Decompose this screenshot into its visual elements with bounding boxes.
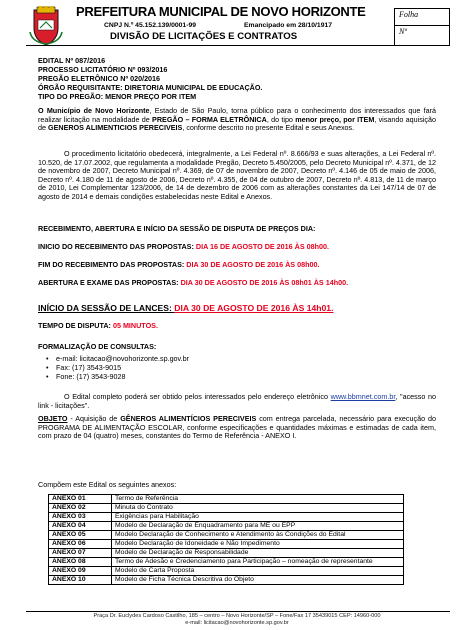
annex-description: Modelo de Declaração de Responsabilidade	[112, 549, 404, 558]
header-cnpj: CNPJ N.º 45.152.139/0001-99	[104, 22, 197, 29]
fim-recebimento	[38, 261, 436, 270]
consultas-heading: FORMALIZAÇÃO DE CONSULTAS:	[38, 342, 157, 351]
municipal-crest-icon	[28, 6, 64, 46]
annex-row	[49, 495, 404, 504]
annex-row	[49, 531, 404, 540]
annex-code: ANEXO 06	[49, 540, 112, 549]
annex-description: Modelo Declaração de Conhecimento e Atendimento às Condições do Edital	[112, 531, 404, 540]
annex-row	[49, 540, 404, 549]
fim-label: FIM DO RECEBIMENTO DAS PROPOSTAS:	[38, 260, 187, 269]
fim-value: DIA 30 DE AGOSTO DE 2016 ÀS 08h00.	[186, 260, 320, 269]
annex-row	[49, 567, 404, 576]
annex-code: ANEXO 09	[49, 567, 112, 576]
header-divider	[26, 45, 450, 46]
folha-stamp-box	[394, 8, 450, 46]
annex-code: ANEXO 08	[49, 558, 112, 567]
folha-label: Folha	[395, 9, 449, 26]
intro-text-3: , visando aquisição de	[38, 114, 436, 133]
intro-text-2: , do tipo	[266, 114, 296, 124]
tipo-pregao: TIPO DO PREGÃO: MENOR PREÇO POR ITEM	[38, 92, 197, 101]
footer-divider	[26, 611, 450, 612]
inicio-lances	[38, 303, 436, 313]
tempo-disputa	[38, 322, 436, 331]
footer-email: e-mail: licitacao@novohorizonte.sp.gov.br	[185, 620, 289, 626]
inicio-label: INICIO DO RECEBIMENTO DAS PROPOSTAS:	[38, 242, 196, 251]
intro-modalidade: PREGÃO – FORMA ELETRÔNICA	[152, 114, 267, 124]
edital-text-2: , "acesso no link - licitações".	[38, 392, 437, 410]
abertura-propostas	[38, 279, 378, 288]
annex-code: ANEXO 05	[49, 531, 112, 540]
annex-description: Termo de Referência	[112, 495, 404, 504]
header-emancipation: Emancipado em 28/10/1917	[244, 22, 333, 29]
annex-row	[49, 558, 404, 567]
annex-row	[49, 549, 404, 558]
processo-number: PROCESSO LICITATÓRIO Nº 093/2016	[38, 65, 168, 74]
annex-description: Termo de Adesão e Credenciamento para Participação – nomeação de representante	[112, 558, 404, 567]
annexes-intro: Compõem este Edital os seguintes anexos:	[38, 480, 177, 489]
header-division: DIVISÃO DE LICITAÇÕES E CONTRATOS	[110, 31, 298, 42]
objeto-paragraph	[38, 415, 436, 441]
annex-description: Modelo Declaração de Idoneidade e Não Impedimento	[112, 540, 404, 549]
annex-code: ANEXO 01	[49, 495, 112, 504]
annex-code: ANEXO 02	[49, 504, 112, 513]
objeto-label: OBJETO	[38, 414, 68, 423]
annex-description: Modelo de Carta Proposta	[112, 567, 404, 576]
intro-tipo: menor preço, por ITEM	[295, 114, 375, 124]
annex-description: Minuta do Contrato	[112, 504, 404, 513]
lances-value: DIA 30 DE AGOSTO DE 2016 ÀS 14h01.	[174, 303, 334, 313]
annex-code: ANEXO 10	[49, 576, 112, 585]
intro-municipio: O Município de Novo Horizonte	[38, 106, 150, 115]
numero-label: Nº	[399, 27, 407, 36]
objeto-text-2: com entrega parcelada, necessário para execução do PROGRAMA DE ALIMENTAÇÃO ESCOLAR, conforme especificações e quantidades máximas e estimadas de cada item, com prazo de 04 (quatro) meses, constantes do Termo de Referência - ANEXO I.	[38, 414, 437, 441]
annex-row	[49, 504, 404, 513]
procedure-paragraph: O procedimento licitatório obedecerá, integralmente, a Lei Federal nº. 8.666/93 e suas alterações, a Lei Federal nº. 10.520, de 17.07.2002, que regulamenta a modalidade Pregão, Decreto 5.450/2005, pelo Decreto Municipal nº. 4.371, de 12 de novembro de 2007, Decreto Municipal nº. 4.369, de 07 de novembro de 2007, Decreto nº. 4.146 de 05 de maio de 2006, Decreto nº. 4.180 de 11 de agosto de 2006, Decreto nº. 4.355, de 04 de outubro de 2007, Decreto nº. 4.813, de 11 de março de 2010, Lei Complementar 123/2006, de 14 de dezembro de 2006 com as alterações constantes da Lei 147/14 de 07 de agosto de 2014 e demais condições estabelecidas neste Edital e Anexos.	[38, 149, 436, 201]
bbmnet-link[interactable]: www.bbmnet.com.br	[330, 392, 396, 401]
annex-description: Modelo de Declaração de Enquadramento para ME ou EPP	[112, 522, 404, 531]
annex-code: ANEXO 07	[49, 549, 112, 558]
annex-row	[49, 576, 404, 585]
tempo-label: TEMPO DE DISPUTA:	[38, 321, 113, 330]
intro-text-1: , Estado de São Paulo, torna público para o conhecimento dos interessados que fará realizar licitação na modalidade de	[38, 106, 436, 124]
intro-objeto: GENEROS ALIMENTICIOS PERECIVEIS	[48, 123, 183, 133]
header-title: PREFEITURA MUNICIPAL DE NOVO HORIZONTE	[76, 4, 366, 19]
edital-number: EDITAL Nº 087/2016	[38, 56, 106, 65]
orgao-requisitante: ÓRGÃO REQUISITANTE: DIRETORIA MUNICIPAL DE EDUCAÇÃO.	[38, 83, 263, 92]
annex-code: ANEXO 04	[49, 522, 112, 531]
contact-email: • e-mail: licitacao@novohorizonte.sp.gov.br	[56, 354, 189, 363]
annex-description: Exigências para Habilitação	[112, 513, 404, 522]
annexes-table	[48, 494, 404, 585]
consultas-list	[38, 354, 189, 381]
contact-phone: • Fone: (17) 3543-9028	[56, 372, 189, 381]
objeto-genero: GÊNEROS ALIMENTÍCIOS PERECIVEIS	[120, 414, 257, 423]
pregao-number: PREGÃO ELETRÔNICO Nº 020/2016	[38, 74, 161, 83]
annex-row	[49, 513, 404, 522]
edital-paragraph	[38, 393, 436, 410]
edital-text-1: O Edital completo poderá ser obtido pelos interessados pelo endereço eletrônico	[64, 392, 331, 401]
abertura-value: DIA 30 DE AGOSTO DE 2016 ÀS 08h01 ÀS 14h00.	[180, 278, 349, 287]
contact-fax: • Fax: (17) 3543-9015	[56, 363, 189, 372]
annex-row	[49, 522, 404, 531]
objeto-text-1: - Aquisição de	[67, 414, 121, 423]
intro-text-4: , conforme descrito no presente Edital e seus Anexos.	[182, 123, 355, 133]
tempo-value: 05 MINUTOS.	[112, 321, 158, 330]
footer-address: Praça Dr. Euclydes Cardoso Castilho, 185 – centro – Novo Horizonte/SP – Fone/Fax 17 35439015 CEP: 14960-000	[93, 613, 381, 619]
intro-paragraph	[38, 107, 436, 133]
schedule-heading: RECEBIMENTO, ABERTURA E INÍCIO DA SESSÃO DE DISPUTA DE PREÇOS DIA:	[38, 224, 316, 233]
inicio-value: DIA 16 DE AGOSTO DE 2016 ÀS 08h00.	[195, 242, 330, 251]
abertura-label: ABERTURA E EXAME DAS PROPOSTAS:	[38, 278, 181, 287]
lances-label: INÍCIO DA SESSÃO DE LANCES:	[38, 303, 175, 313]
annex-description: Modelo de Ficha Técnica Descritiva do Objeto	[112, 576, 404, 585]
annex-code: ANEXO 03	[49, 513, 112, 522]
inicio-recebimento	[38, 243, 436, 252]
